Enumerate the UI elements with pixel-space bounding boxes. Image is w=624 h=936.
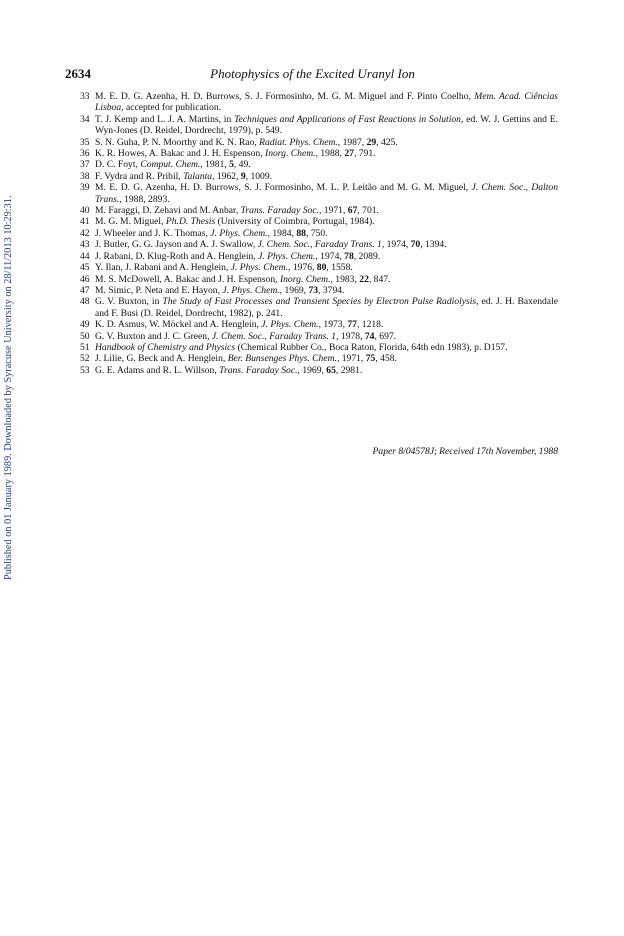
page-header [65,66,560,82]
reference-number: 36 [80,148,90,160]
reference-year: , 1974, [381,239,411,251]
reference-volume: 22 [359,273,369,285]
reference-authors: S. N. Guha, P. N. Moorthy and K. N. Rao, [95,136,260,148]
reference-tail: , accepted for publication. [121,102,222,114]
reference-item [80,296,558,319]
reference-list [80,91,558,376]
paper-id: Paper 8/04578J [372,446,435,457]
reference-tail: , 458. [375,353,397,365]
reference-text [95,239,558,250]
reference-tail: , 1218. [356,319,384,331]
reference-authors: J. Rabani, D. Klug-Roth and A. Henglein, [95,250,259,262]
reference-year: , 1969, [297,364,327,376]
reference-authors: K. R. Howes, A. Bakac and J. H. Espenson, [95,148,266,160]
reference-number: 51 [80,341,90,353]
reference-text [95,262,558,273]
reference-year: , 1983, [330,273,360,285]
reference-authors: M. Faraggi, D. Zehavi and M. Anbar, [95,205,241,217]
reference-year: , 1976, [288,262,317,274]
reference-item [80,205,558,216]
reference-item [80,137,558,148]
reference-year: , 1981, [200,159,230,171]
reference-volume: 77 [347,319,357,331]
reference-volume: 74 [364,330,375,342]
reference-volume: 29 [366,136,377,148]
reference-journal: J. Chem. Soc., Faraday Trans. 1 [257,239,382,251]
reference-journal: Inorg. Chem. [279,273,331,285]
reference-tail: , 425. [376,136,398,148]
reference-authors: J. Lilie, G. Beck and A. Henglein, [95,353,228,365]
reference-text [95,91,558,114]
reference-number: 37 [80,159,90,171]
reference-number: 33 [80,91,90,102]
reference-tail: , 701. [357,205,379,217]
reference-journal: Comput. Chem. [140,159,201,171]
reference-item [80,91,558,114]
reference-item [80,353,558,364]
reference-authors: F. Vydra and R. Pribil, [95,170,184,182]
reference-year: , 1988, [315,148,345,160]
reference-number: 46 [80,273,90,285]
reference-text [95,114,558,137]
reference-text [95,137,558,148]
reference-journal: Techniques and Applications of Fast Reactions in Solution [234,113,461,125]
reference-journal: J. Chem. Soc., Dalton Trans. [95,182,558,205]
reference-number: 49 [80,319,90,331]
reference-item [80,239,558,250]
reference-tail: , ed. J. H. Baxendale and F. Busi (D. Reidel, Dordrecht, 1982), p. 241. [95,296,558,319]
reference-volume: 70 [410,239,421,251]
reference-authors: M. Simic, P. Neta and E. Hayon, [95,284,223,296]
reference-number: 48 [80,296,90,308]
reference-text [95,228,558,239]
reference-text [95,159,558,170]
reference-journal: The Study of Fast Processes and Transient Species by Electron Pulse Radiolysis [162,296,477,308]
reference-text [95,274,558,285]
reference-text [95,205,558,216]
reference-number: 38 [80,170,90,182]
reference-volume: 88 [296,227,306,239]
reference-text [95,182,558,205]
reference-year: , 1971, [318,205,348,217]
reference-journal: Mem. Acad. Ciências Lisboa [95,91,558,114]
reference-item [80,262,558,273]
reference-item [80,148,558,159]
received-note [65,446,558,457]
reference-volume: 75 [365,353,376,365]
reference-text [95,148,558,159]
reference-number: 43 [80,239,90,251]
reference-tail: , 2981. [335,364,363,376]
reference-authors: J. Butler, G. G. Jayson and A. J. Swallow, [95,239,258,251]
reference-journal: J. Phys. Chem. [261,319,319,331]
reference-authors: G. E. Adams and R. L. Willson, [95,364,220,376]
reference-number: 52 [80,353,90,365]
reference-authors: G. V. Buxton, in [95,296,163,308]
reference-number: 41 [80,216,90,228]
reference-journal: J. Phys. Chem. [258,250,316,262]
reference-item [80,342,558,353]
reference-item [80,182,558,205]
reference-journal: Ber. Bunsenges Phys. Chem. [227,353,337,365]
reference-number: 39 [80,182,90,194]
reference-year: , 1971, [336,353,366,365]
reference-tail: , 3794. [318,284,345,296]
reference-number: 50 [80,330,90,342]
reference-year: , 1969, [279,284,309,296]
reference-tail: , ed. W. J. Gettins and E. Wyn-Jones (D. Reidel, Dordrecht, 1979), p. 549. [95,113,558,137]
download-watermark [3,150,17,580]
reference-authors: M. G. M. Miguel, [95,216,166,228]
reference-year: , 1978, [336,330,365,342]
reference-text [95,216,558,227]
reference-authors: J. Wheeler and J. K. Thomas, [95,227,211,239]
reference-journal: J. Phys. Chem. [210,227,268,239]
reference-text [95,365,558,376]
reference-authors: M. S. McDowell, A. Bakac and J. H. Espenson, [95,273,280,285]
reference-authors: G. V. Buxton and J. C. Green, [95,330,212,342]
reference-tail: , 847. [368,273,391,285]
reference-text [95,285,558,296]
reference-journal: Handbook of Chemistry and Physics [95,341,236,353]
reference-tail: , 1009. [245,170,273,182]
reference-journal: J. Phys. Chem. [222,284,280,296]
reference-volume: 67 [347,205,358,217]
reference-volume: 65 [326,364,336,376]
reference-item [80,331,558,342]
reference-year: , 1973, [318,319,348,331]
reference-year: , 1987, [337,136,367,148]
reference-journal: J. Chem. Soc., Faraday Trans. 1 [211,330,337,342]
reference-volume: 80 [316,262,327,274]
reference-text [95,331,558,342]
reference-number: 35 [80,136,90,148]
reference-year: , 1962, [212,170,241,182]
reference-tail: , 49. [233,159,251,171]
received-date: Received 17th November, 1988 [439,446,558,457]
reference-text [95,251,558,262]
reference-journal: Talanta [183,170,213,182]
reference-tail: , 2089. [353,250,381,262]
reference-number: 45 [80,262,90,274]
reference-authors: D. C. Foyt, [95,159,141,171]
reference-tail: (Chemical Rubber Co., Boca Raton, Florida, 64th edn 1983), p. D157. [235,341,508,353]
reference-text [95,319,558,330]
running-title: Photophysics of the Excited Uranyl Ion [210,66,415,81]
reference-item [80,285,558,296]
reference-text [95,171,558,182]
reference-authors: T. J. Kemp and L. J. A. Martins, in [95,113,235,125]
reference-authors: M. E. D. G. Azenha, H. D. Burrows, S. J. Formosinho, M. L. P. Leitão and M. G. M. Miguel, [95,182,472,194]
reference-item [80,365,558,376]
reference-year: , 1984, [267,227,297,239]
reference-item [80,274,558,285]
reference-tail: , 791. [353,148,376,160]
reference-journal: J. Phys. Chem. [230,262,289,274]
download-watermark-text: Published on 01 January 1989. Downloaded by Syracuse University on 28/11/2013 10:29:31. [3,195,14,580]
reference-authors: Y. Ilan, J. Rabani and A. Henglein, [95,262,231,274]
reference-journal: Inorg. Chem. [265,148,316,160]
reference-tail: , 1988, 2893. [119,193,170,205]
reference-authors: M. E. D. G. Azenha, H. D. Burrows, S. J. Formosinho, M. G. M. Miguel and F. Pinto Coelho, [95,91,475,102]
reference-volume: 78 [344,250,354,262]
reference-item [80,159,558,170]
page-number: 2634 [65,66,91,81]
reference-journal: Trans. Faraday Soc. [240,205,319,217]
reference-number: 53 [80,364,90,376]
reference-year: , 1974, [315,250,345,262]
reference-text [95,353,558,364]
reference-number: 34 [80,113,90,125]
reference-item [80,114,558,137]
reference-number: 42 [80,227,90,239]
reference-item [80,228,558,239]
reference-tail: , 1558. [326,262,353,274]
reference-authors: K. D. Asmus, W. Möckel and A. Henglein, [95,319,262,331]
reference-volume: 27 [344,148,354,160]
footer-separator: ; [434,446,440,457]
reference-tail: , 750. [305,227,328,239]
reference-text [95,342,558,353]
reference-volume: 5 [229,159,234,171]
reference-tail: (University of Coimbra, Portugal, 1984). [215,216,375,228]
reference-text [95,296,558,319]
reference-item [80,171,558,182]
reference-journal: Radiat. Phys. Chem. [259,136,338,148]
reference-tail: , 1394. [420,239,447,251]
reference-tail: , 697. [374,330,397,342]
reference-journal: Trans. Faraday Soc. [219,364,298,376]
reference-item [80,216,558,227]
reference-item [80,251,558,262]
reference-number: 40 [80,205,90,217]
reference-volume: 9 [240,170,246,182]
reference-number: 47 [80,284,90,296]
reference-journal: Ph.D. Thesis [165,216,216,228]
reference-item [80,319,558,330]
reference-number: 44 [80,250,90,262]
reference-volume: 73 [308,284,319,296]
